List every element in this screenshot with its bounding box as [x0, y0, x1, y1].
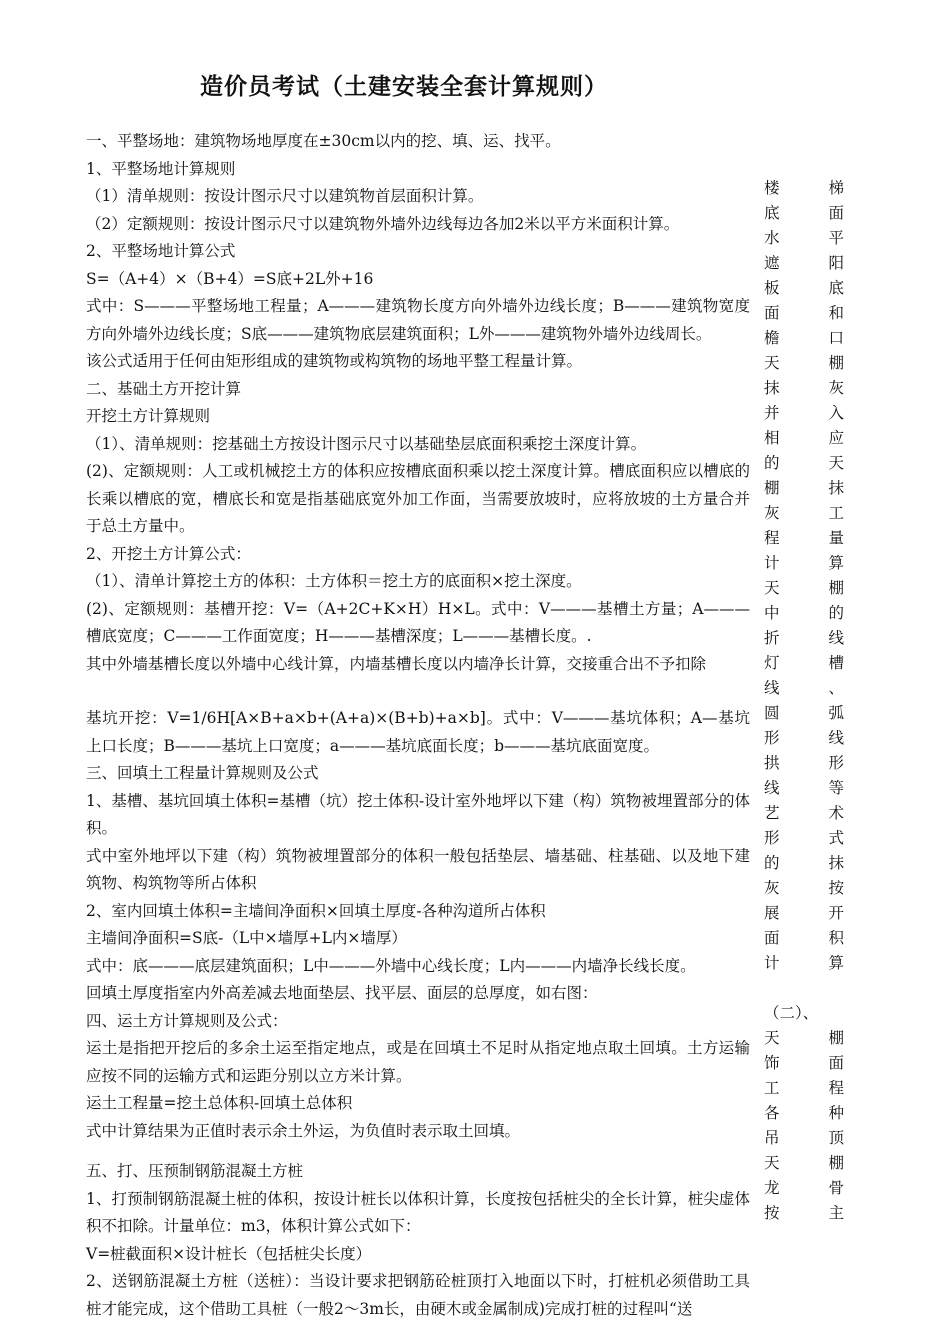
section-heading: 五、打、压预制钢筋混凝土方桩 [86, 1162, 304, 1180]
side-text-char: 底 [828, 279, 844, 297]
side-text-line [764, 1176, 844, 1201]
side-text-char: 程 [764, 529, 780, 547]
side-text-char: 天 [764, 1029, 780, 1047]
side-text-line [764, 401, 844, 426]
side-text-char: 抹 [764, 379, 780, 397]
formula: S=（A+4）×（B+4）=S底+2L外+16 [86, 269, 374, 288]
side-text-char: 楼 [764, 179, 780, 197]
main-text-column [86, 128, 750, 1323]
side-text-char: 灰 [828, 379, 844, 397]
side-text-line [764, 1101, 844, 1126]
side-text-line [764, 1001, 844, 1026]
paragraph: 式中计算结果为正值时表示余土外运，为负值时表示取土回填。 [86, 1121, 521, 1140]
side-text-line [764, 201, 844, 226]
side-text-char: 面 [764, 929, 780, 947]
paragraph: 1、基槽、基坑回填土体积=基槽（坑）挖土体积-设计室外地坪以下建（构）筑物被埋置部分的体积。 [86, 791, 750, 837]
side-text-char: 梯 [828, 179, 844, 197]
side-text-char: 种 [828, 1104, 844, 1122]
paragraph: 2、室内回填土体积=主墙间净面积×回填土厚度-各种沟道所占体积 [86, 901, 546, 920]
paragraph: 回填土厚度指室内外高差减去地面垫层、找平层、面层的总厚度，如右图： [86, 984, 598, 1002]
side-text-char: 线 [764, 779, 780, 797]
side-text-char: 算 [828, 954, 844, 972]
side-text-char: 术 [828, 804, 844, 822]
side-text-line [764, 1151, 844, 1176]
side-text-char: 线 [828, 629, 844, 647]
paragraph: 1、打预制钢筋混凝土桩的体积，按设计桩长以体积计算，长度按包括桩尖的全长计算，桩尖虚体积不扣除。计量单位：m3，体积计算公式如下： [86, 1189, 750, 1235]
side-text-char: 口 [828, 329, 844, 347]
side-text-line [764, 651, 844, 676]
side-text-char: 积 [828, 929, 844, 947]
side-text-char: 檐 [764, 329, 780, 347]
side-text-char: 天 [828, 454, 844, 472]
section-heading: 四、运土方计算规则及公式： [86, 1011, 288, 1030]
side-text-char: 的 [828, 604, 844, 622]
side-text-char: 的 [764, 854, 780, 872]
side-text-char: 式 [828, 829, 844, 847]
section-heading: 三、回填土工程量计算规则及公式 [86, 764, 319, 782]
side-text-line [764, 426, 844, 451]
side-text-char: 抹 [828, 854, 844, 872]
side-text-char: 应 [828, 429, 844, 447]
side-text-char: 相 [764, 429, 780, 447]
side-text-line [764, 251, 844, 276]
document-title: 造价员考试（土建安装全套计算规则） [200, 74, 608, 100]
side-text-line [764, 876, 844, 901]
side-text-char: 骨 [828, 1179, 844, 1197]
side-text-char: 中 [764, 604, 780, 622]
side-text-char: 并 [764, 404, 780, 422]
paragraph: (2)、定额规则：基槽开挖：V=（A+2C+K×H）H×L。式中：V———基槽土方量；A———槽底宽度；C———工作面宽度；H———基槽深度；L———基槽长度。. [86, 599, 750, 645]
side-text-char: 龙 [764, 1179, 780, 1197]
side-text-char: 按 [828, 879, 844, 897]
side-text-line [764, 476, 844, 501]
side-text-char: （二）、 [764, 1004, 819, 1022]
side-text-line [764, 626, 844, 651]
side-text-line [764, 851, 844, 876]
side-text-char: 折 [764, 629, 780, 647]
paragraph: （2）定额规则：按设计图示尺寸以建筑物外墙外边线每边各加2米以平方米面积计算。 [86, 214, 680, 233]
side-text-char: 形 [764, 829, 780, 847]
side-text-char: 线 [764, 679, 780, 697]
side-text-line [764, 226, 844, 251]
side-text-char: 槽 [828, 654, 844, 672]
side-text-char: 阳 [828, 254, 844, 272]
paragraph: （1）、清单计算挖土方的体积：土方体积＝挖土方的底面积×挖土深度。 [86, 572, 582, 590]
side-text-line [764, 376, 844, 401]
side-text-char: 计 [764, 954, 780, 972]
paragraph: (2)、定额规则：人工或机械挖土方的体积应按槽底面积乘以挖土深度计算。槽底面积应以槽底的长乘以槽底的宽，槽底长和宽是指基础底宽外加工作面，当需要放坡时，应将放坡的土方量合并于总土方量中。 [86, 462, 750, 535]
side-text-char: 灰 [764, 504, 780, 522]
side-text-char: 入 [828, 404, 844, 422]
side-text-line [764, 326, 844, 351]
side-text-char: 棚 [828, 1154, 844, 1172]
side-text-line [764, 1201, 844, 1226]
side-text-line [764, 726, 844, 751]
side-text-line [764, 301, 844, 326]
side-text-char: 天 [764, 1154, 780, 1172]
side-text-char: 天 [764, 579, 780, 597]
section-heading: 二、基础土方开挖计算 [86, 379, 242, 398]
side-text-line [764, 501, 844, 526]
side-text-char: 顶 [828, 1129, 844, 1147]
side-text-char: 面 [828, 204, 844, 222]
side-text-char: 棚 [828, 354, 844, 372]
side-text-char: 和 [828, 304, 844, 322]
formula: 主墙间净面积=S底-（L中×墙厚+L内×墙厚） [86, 929, 407, 947]
side-text-char: 圆 [764, 704, 780, 722]
side-text-char: 遮 [764, 254, 780, 272]
formula: V=桩截面积×设计桩长（包括桩尖长度） [86, 1244, 372, 1263]
side-text-char: 灯 [764, 654, 780, 672]
subheading: 2、平整场地计算公式 [86, 242, 236, 260]
side-text-char: 艺 [764, 804, 780, 822]
side-text-char: 棚 [828, 579, 844, 597]
paragraph: 其中外墙基槽长度以外墙中心线计算，内墙基槽长度以内墙净长计算，交接重合出不予扣除 [86, 654, 707, 673]
side-text-line [764, 951, 844, 976]
side-text-char: 形 [764, 729, 780, 747]
side-text-line [764, 926, 844, 951]
side-text-char: 天 [764, 354, 780, 372]
paragraph: 该公式适用于任何由矩形组成的建筑物或构筑物的场地平整工程量计算。 [86, 352, 583, 370]
side-text-char: 程 [828, 1079, 844, 1097]
side-text-char: 计 [764, 554, 780, 572]
paragraph: 式中室外地坪以下建（构）筑物被埋置部分的体积一般包括垫层、墙基础、柱基础、以及地下建筑物、构筑物等所占体积 [86, 846, 750, 892]
side-text-line [764, 801, 844, 826]
side-text-line [764, 551, 844, 576]
side-text-line [764, 576, 844, 601]
paragraph: （1）、清单规则：挖基础土方按设计图示尺寸以基础垫层底面积乘挖土深度计算。 [86, 434, 647, 453]
side-text-line [764, 526, 844, 551]
paragraph: 2、送钢筋混凝土方桩（送桩）：当设计要求把钢筋砼桩顶打入地面以下时，打桩机必须借助工具桩才能完成，这个借助工具桩（一般2～3m长，由硬木或金属制成)完成打桩的过程叫“送 [86, 1272, 750, 1318]
side-text-char: 各 [764, 1104, 780, 1122]
side-text-char: 水 [764, 229, 780, 247]
paragraph: 式中：底———底层建筑面积；L中———外墙中心线长度；L内———内墙净长线长度。 [86, 956, 696, 975]
side-text-char: 按 [764, 1204, 780, 1222]
side-text-char: 线 [828, 729, 844, 747]
side-text-line [764, 701, 844, 726]
paragraph: 运土是指把开挖后的多余土运至指定地点，或是在回填土不足时从指定地点取土回填。土方运输应按不同的运输方式和运距分别以立方米计算。 [86, 1039, 750, 1085]
side-text-line [764, 601, 844, 626]
side-text-char: 面 [828, 1054, 844, 1072]
subheading: 开挖土方计算规则 [86, 407, 211, 425]
side-text-char: 算 [828, 554, 844, 572]
formula: 基坑开挖：V=1/6H[A×B+a×b+(A+a)×(B+b)+a×b]。式中：V———基坑体积；A—基坑上口长度；B———基坑上口宽度；a———基坑底面长度；b———基坑底面宽度。 [86, 709, 750, 755]
side-text-char: 量 [828, 529, 844, 547]
side-text-char: 棚 [764, 479, 780, 497]
side-text-line [764, 1126, 844, 1151]
paragraph: （1）清单规则：按设计图示尺寸以建筑物首层面积计算。 [86, 187, 484, 205]
side-text-line [764, 451, 844, 476]
side-text-char: 弧 [828, 704, 844, 722]
side-text-line [764, 901, 844, 926]
side-text-char: 的 [764, 454, 780, 472]
side-text-char: 抹 [828, 479, 844, 497]
side-text-char: 形 [828, 754, 844, 772]
side-text-char: 面 [764, 304, 780, 322]
side-text-char: 平 [828, 229, 844, 247]
section-heading: 一、平整场地：建筑物场地厚度在±30cm以内的挖、填、运、找平。 [86, 132, 561, 150]
side-text-line [764, 1026, 844, 1051]
side-text-line [764, 1076, 844, 1101]
side-text-char: 工 [764, 1079, 780, 1097]
side-text-char: 底 [764, 204, 780, 222]
subheading: 2、开挖土方计算公式： [86, 544, 251, 563]
side-text-line [764, 1051, 844, 1076]
paragraph: 式中：S———平整场地工程量；A———建筑物长度方向外墙外边线长度；B———建筑物宽度方向外墙外边线长度；S底———建筑物底层建筑面积；L外———建筑物外墙外边线周长。 [86, 297, 750, 343]
side-text-line [764, 176, 844, 201]
subheading: 1、平整场地计算规则 [86, 159, 236, 178]
side-text-char: 拱 [764, 754, 780, 772]
side-text-column [764, 176, 844, 1226]
side-text-line [764, 276, 844, 301]
side-text-line [764, 676, 844, 701]
side-text-char: 展 [764, 904, 780, 922]
side-text-char: 等 [828, 779, 844, 797]
formula: 运土工程量=挖土总体积-回填土总体积 [86, 1094, 353, 1112]
side-text-char: 开 [828, 904, 844, 922]
side-text-line [764, 826, 844, 851]
side-text-line [764, 351, 844, 376]
side-text-char: 主 [828, 1204, 844, 1222]
side-text-char: 、 [828, 679, 844, 697]
side-text-char: 板 [764, 279, 780, 297]
side-text-line [764, 776, 844, 801]
side-text-char: 工 [828, 504, 844, 522]
side-text-char: 吊 [764, 1129, 780, 1147]
side-text-char: 饰 [764, 1054, 780, 1072]
side-text-line [764, 751, 844, 776]
side-text-char: 棚 [828, 1029, 844, 1047]
side-text-char: 灰 [764, 879, 780, 897]
